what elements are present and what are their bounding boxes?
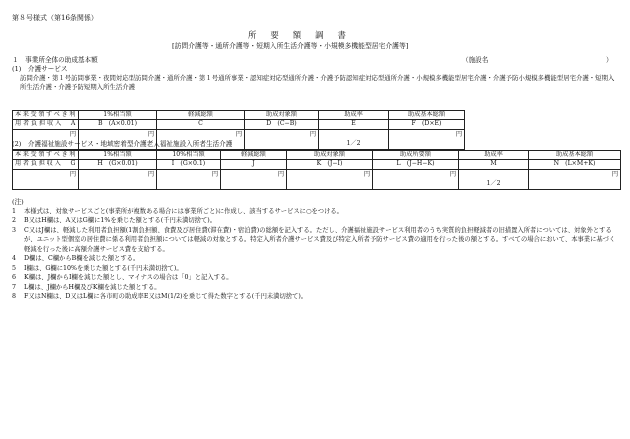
facility-name-label: （施設名 <box>462 56 489 64</box>
notes-title: (注) <box>12 198 24 206</box>
column-header: E <box>319 120 389 129</box>
amount-cell[interactable]: 円 <box>13 129 79 149</box>
note-number: 2 <box>12 217 17 225</box>
column-header: C <box>157 120 245 129</box>
amount-cell[interactable]: 円 <box>157 169 221 189</box>
note-item <box>12 292 620 301</box>
facility-section-label: １ 事業所全体の助成基本額 <box>12 56 98 64</box>
rate-value: 1／2 <box>346 139 361 147</box>
note-item <box>12 283 620 292</box>
column-header: K (J−I) <box>287 160 373 169</box>
column-header: 軽減総額 <box>157 111 245 120</box>
amount-cell[interactable]: 円 <box>287 169 373 189</box>
note-text: I欄は、G欄に10%を乗じた額とする(千円未満切捨て)。 <box>24 264 183 272</box>
column-header: 1%相当額 <box>79 151 157 160</box>
amount-cell[interactable]: 円 <box>221 169 287 189</box>
column-header: 助成率 <box>319 111 389 120</box>
note-item <box>12 273 620 282</box>
amount-cell[interactable]: 円 <box>245 129 319 149</box>
facility-name-close: ） <box>606 56 613 64</box>
table-header-row <box>13 160 621 169</box>
column-header: 助成基本総額 <box>389 111 465 120</box>
column-header: 用者負担収入 G <box>13 160 79 169</box>
column-header: H (G×0.01) <box>79 160 157 169</box>
note-item <box>12 264 620 273</box>
rate-cell <box>319 129 389 149</box>
column-header: 助成率 <box>459 151 529 160</box>
table-header-row <box>13 120 465 129</box>
column-header: 1%相当額 <box>79 111 157 120</box>
note-number: 3 <box>12 226 17 234</box>
rate-cell <box>459 169 529 189</box>
column-header: 10%相当額 <box>157 151 221 160</box>
note-number: 7 <box>12 283 17 291</box>
note-number: 4 <box>12 255 17 263</box>
column-header: 助成対象額 <box>287 151 373 160</box>
column-header: 助成対象額 <box>245 111 319 120</box>
column-header: 本来受領すべき利 <box>13 111 79 120</box>
column-header: B (A×0.01) <box>79 120 157 129</box>
rate-value: 1／2 <box>486 179 501 187</box>
table-header-row <box>13 151 621 160</box>
note-item <box>12 226 620 254</box>
amount-cell[interactable]: 円 <box>157 129 245 149</box>
column-header: 助成基本総額 <box>529 151 621 160</box>
column-header: J <box>221 160 287 169</box>
note-text: B又はH欄は、A又はG欄に1%を乗じた額とする(千円未満切捨て)。 <box>24 217 217 225</box>
column-header: D (C−B) <box>245 120 319 129</box>
section2-label: (2) 介護福祉施設サービス・地域密着型介護老人福祉施設入所者生活介護 <box>12 140 233 148</box>
note-item <box>12 254 620 263</box>
amount-cell[interactable]: 円 <box>373 169 459 189</box>
amount-cell[interactable]: 円 <box>79 169 157 189</box>
column-header: 本来受領すべき利 <box>13 151 79 160</box>
note-text: K欄は、J欄からI欄を減じた額とし、マイナスの場合は「0」と記入する。 <box>24 274 233 282</box>
note-item <box>12 216 620 225</box>
form-number: 第８号様式（第16条関係） <box>12 14 98 22</box>
amount-cell[interactable]: 円 <box>389 129 465 149</box>
column-header: 助成所要額 <box>373 151 459 160</box>
column-header: 用者負担収入 A <box>13 120 79 129</box>
column-header: I (G×0.1) <box>157 160 221 169</box>
section2-table <box>12 150 621 190</box>
facility-row <box>12 56 620 65</box>
column-header: L (J−H−K) <box>373 160 459 169</box>
column-header: N (L×M+K) <box>529 160 621 169</box>
note-text: L欄は、J欄からH欄及びK欄を減じた額とする。 <box>24 283 161 291</box>
amount-cell[interactable]: 円 <box>13 169 79 189</box>
note-text: C又はJ欄は、軽減した利用者負担額(1割負担額、食費及び居住費(滞在費)・宿泊費)の総額を記入する。ただし、介護福祉施設サービス利用者のうち実質的負担軽減者の旧措置入所者については、対象外とするが、ユニット型個室の居住費に係る利用者負担額については軽減の対象とする。特定入所者介護サービス費及び特定入所者予防サービス費の適用を行った後の額とする。すべての場合において、本事業に基づく軽減を行った後に高額介護サービス費を支給する。 <box>24 226 616 253</box>
note-number: 5 <box>12 264 17 272</box>
column-header: M <box>459 160 529 169</box>
section1-label: (1) 介護サービス <box>12 65 68 73</box>
table-header-row <box>13 111 465 120</box>
column-header: 軽減総額 <box>221 151 287 160</box>
table-row <box>13 169 621 189</box>
section1-service-list: 訪問介護・第１号訪問事業・夜間対応型訪問介護・通所介護・第１号通所事業・認知症対応型通所介護・介護予防認知症対応型通所介護・小規模多機能型居宅介護・介護予防小規模多機能型居宅介護・短期入所生活介護・介護予防短期入所生活介護 <box>20 74 615 92</box>
note-text: D欄は、C欄からB欄を減じた額とする。 <box>24 255 140 263</box>
document-title: 所要額調書 <box>248 30 360 40</box>
notes-list <box>12 207 620 301</box>
amount-cell[interactable]: 円 <box>79 129 157 149</box>
note-text: F又はN欄は、D又はL欄に各市町の助成率E又はM(1/2)を乗じて得た数字とする(千円未満切捨て)。 <box>24 292 308 300</box>
note-item <box>12 207 620 216</box>
document-subtitle: [訪問介護等・通所介護等・短期入所生活介護等・小規模多機能型居宅介護等] <box>172 42 409 50</box>
amount-cell[interactable]: 円 <box>529 169 621 189</box>
column-header: F (D×E) <box>389 120 465 129</box>
note-text: 本様式は、対象サービスごと(事業所が複数ある場合には事業所ごと)に作成し、該当するサービスに○をつける。 <box>24 208 343 215</box>
note-number: 1 <box>12 208 17 215</box>
note-number: 8 <box>12 292 17 300</box>
note-number: 6 <box>12 274 17 282</box>
